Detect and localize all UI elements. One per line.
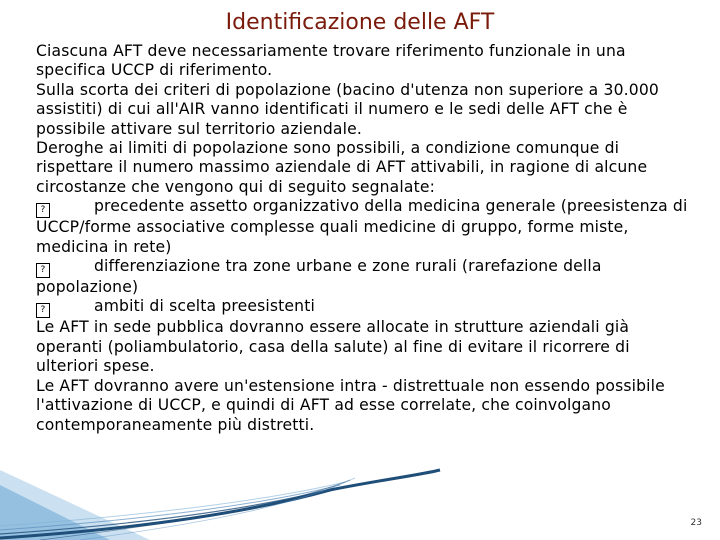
paragraph: Le AFT in sede pubblica dovranno essere allocate in strutture aziendali già operanti (poliambulatorio, casa della salute) al fine di evitare il ricorrere di ulteriori spese. [36,318,630,376]
bullet-text: precedente assetto organizzativo della medicina generale (preesistenza di UCCP/forme associative complesse quali medicine di gruppo, forme miste, medicina in rete) [36,197,688,256]
page-number: 23 [690,518,702,528]
slide-body [36,42,688,435]
bullet-item [36,297,688,318]
missing-glyph-icon: ? [36,263,50,278]
decorative-wave-graphic [0,430,720,540]
missing-glyph-icon: ? [36,303,50,318]
paragraph: Deroghe ai limiti di popolazione sono possibili, a condizione comunque di rispettare il numero massimo aziendale di AFT attivabili, in ragione di alcune circostanze che vengono qui di seguito segnalate: [36,139,648,196]
bullet-item [36,197,688,257]
bullet-item [36,257,688,297]
bullet-text: ambiti di scelta preesistenti [94,297,315,316]
paragraph: Ciascuna AFT deve necessariamente trovare riferimento funzionale in una specifica UCCP di riferimento. [36,42,626,80]
missing-glyph-icon: ? [36,203,50,218]
slide-title: Identificazione delle AFT [225,10,495,35]
bullet-text: differenziazione tra zone urbane e zone rurali (rarefazione della popolazione) [36,257,602,297]
paragraph: Le AFT dovranno avere un'estensione intra - distrettuale non essendo possibile l'attivazione di UCCP, e quindi di AFT ad esse correlate, che coinvolgano contemporaneamente più distretti. [36,376,665,434]
paragraph: Sulla scorta dei criteri di popolazione (bacino d'utenza non superiore a 30.000 assistiti) di cui all'AIR vanno identificati il numero e le sedi delle AFT che è possibile attivare sul territorio aziendale. [36,80,659,138]
